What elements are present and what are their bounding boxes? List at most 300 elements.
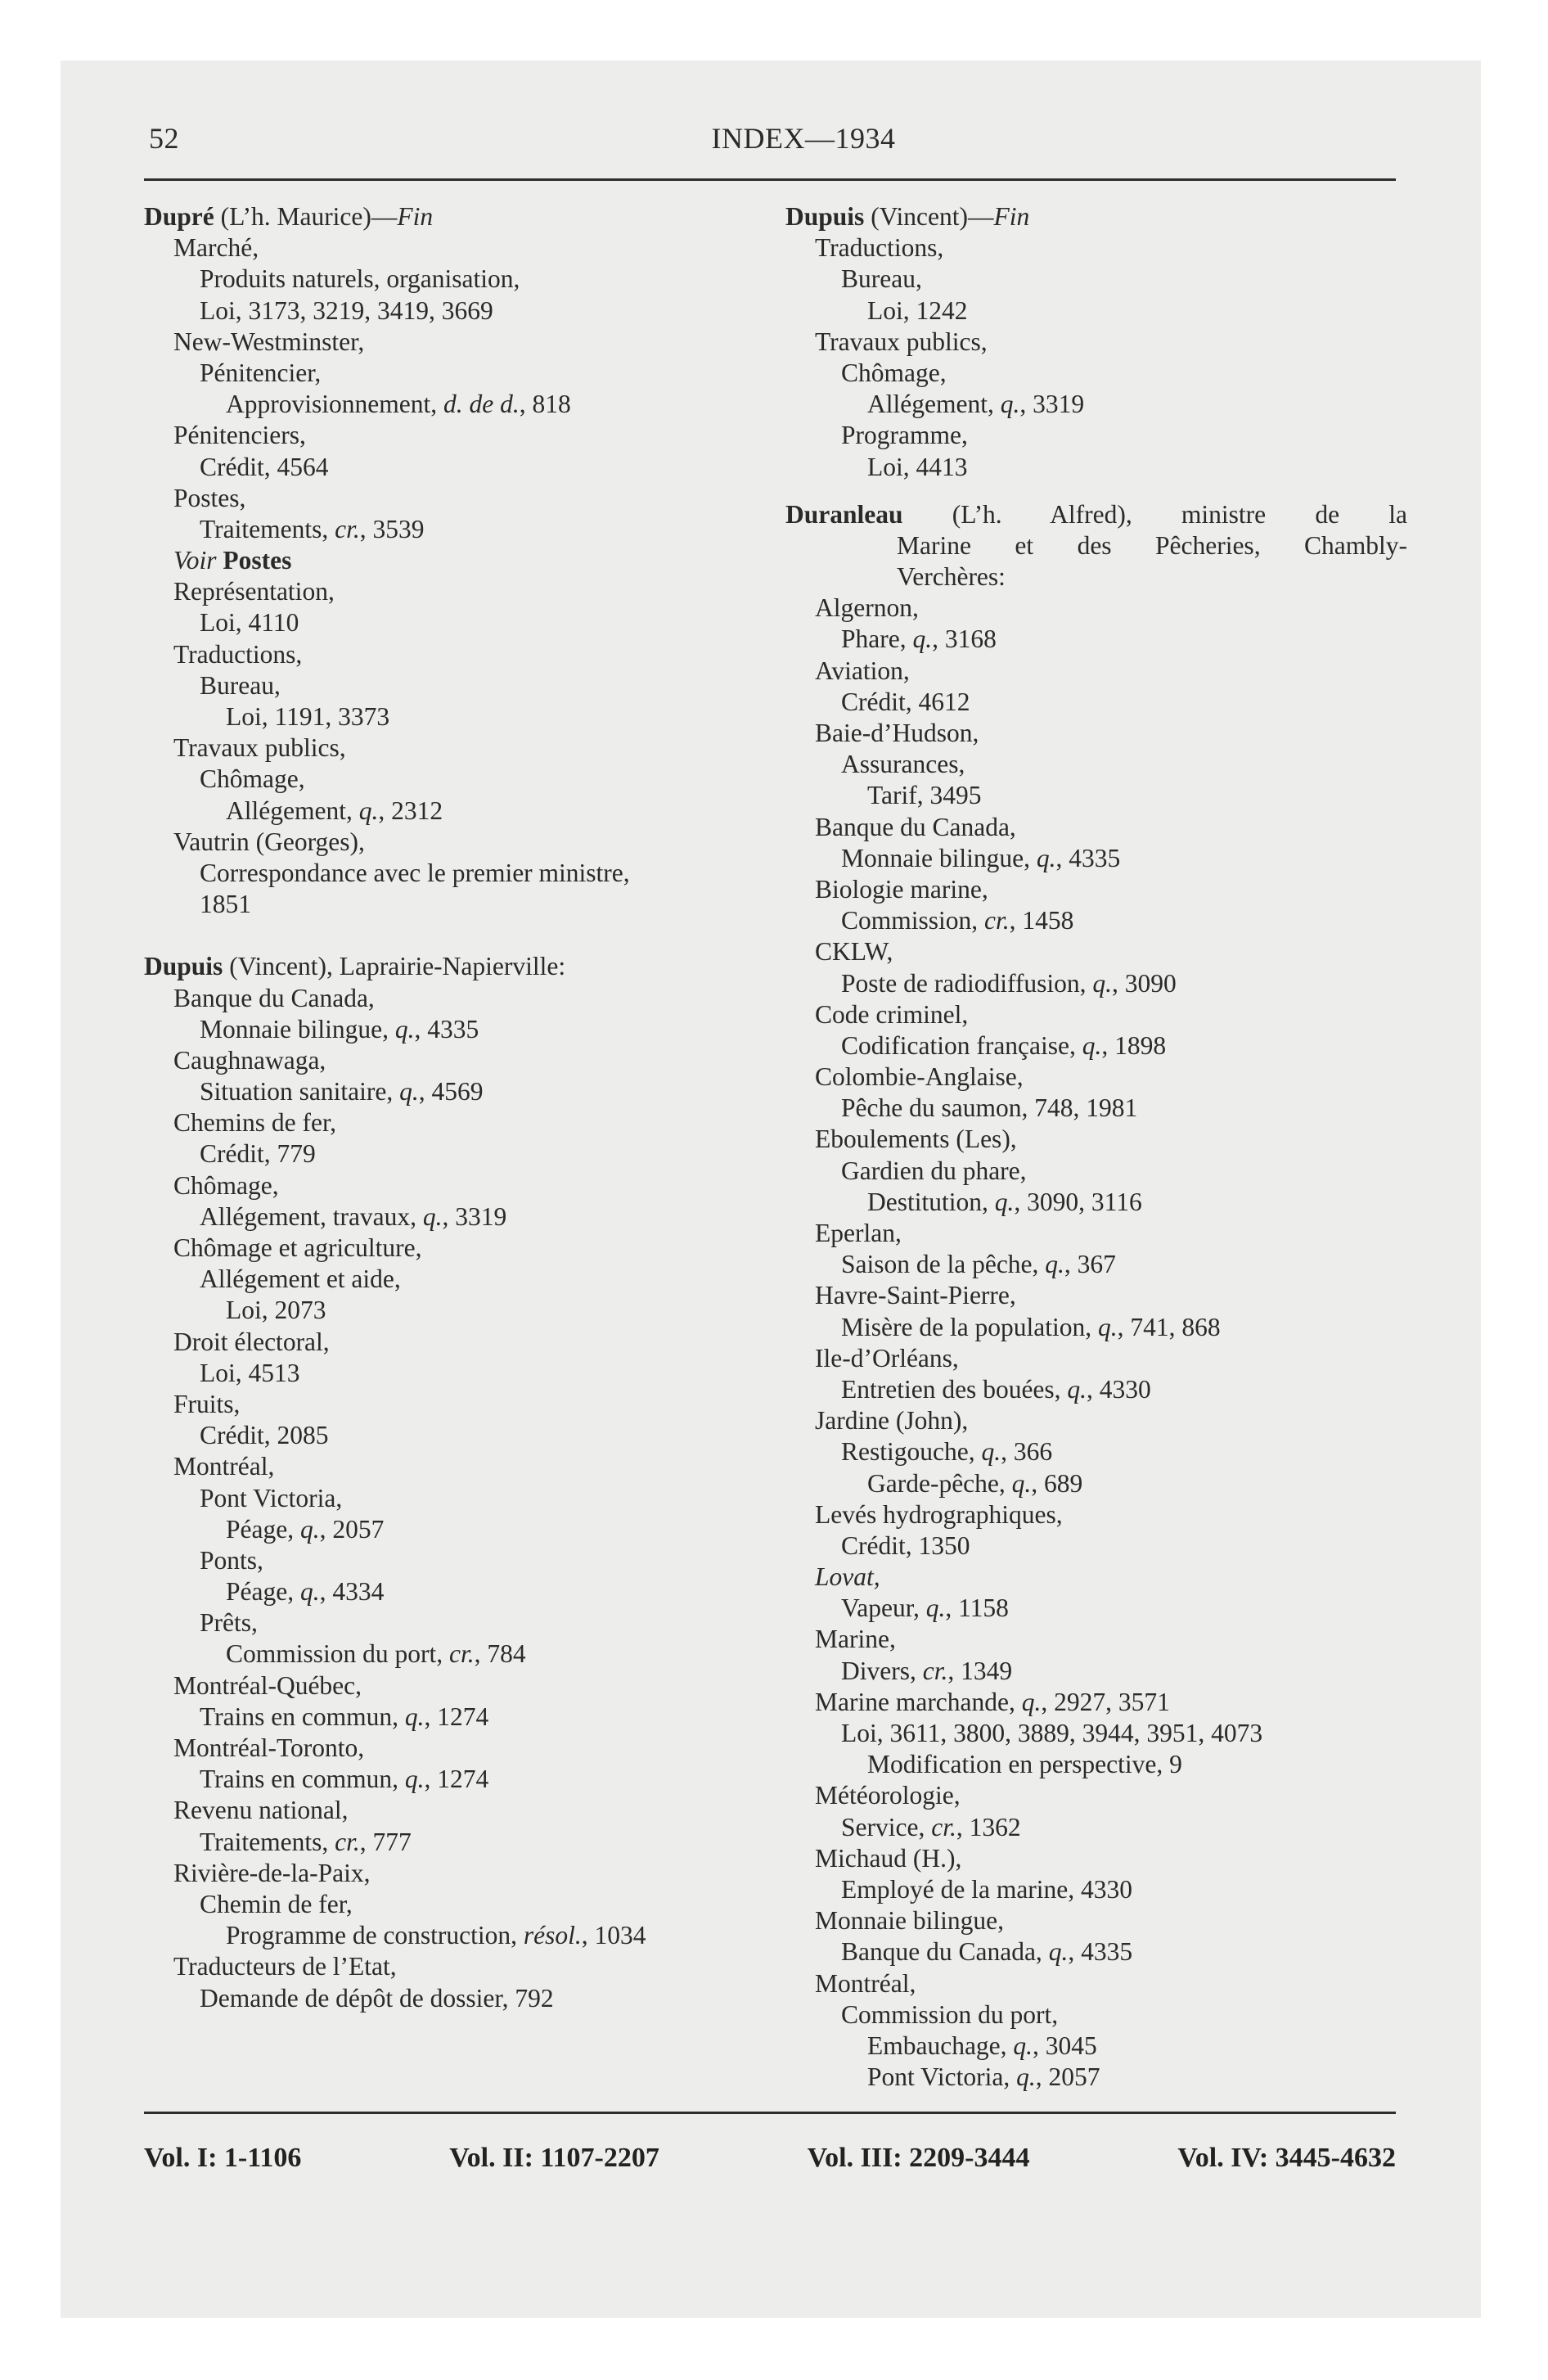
index-text: , 2927, 3571 <box>1041 1687 1170 1716</box>
index-line <box>785 1312 1407 1343</box>
italic-text: Fin <box>993 202 1030 231</box>
index-text: Traitements, <box>200 514 335 543</box>
index-text: Verchères: <box>897 562 1006 592</box>
index-line <box>144 1702 766 1733</box>
index-text: , 4569 <box>418 1077 484 1107</box>
index-text: Produits naturels, organisation, <box>200 264 520 294</box>
index-text: Commission du port, <box>226 1639 450 1669</box>
index-line <box>785 874 1407 905</box>
index-line <box>144 1607 766 1639</box>
index-line <box>785 687 1407 718</box>
index-text: Chemins de fer, <box>173 1108 337 1138</box>
index-entry-heading <box>785 499 1407 530</box>
index-line <box>144 1451 766 1482</box>
index-text: Code criminel, <box>815 999 969 1029</box>
volume-range-1: Vol. I: 1-1106 <box>144 2143 302 2173</box>
index-text: Destitution, <box>867 1187 995 1216</box>
index-text: Prêts, <box>200 1608 258 1638</box>
index-text: Embauchage, <box>867 2031 1014 2060</box>
index-text: , 1349 <box>947 1656 1013 1685</box>
index-line <box>144 1764 766 1795</box>
index-text: Loi, 1242 <box>867 295 968 325</box>
index-text: Loi, 2073 <box>226 1296 326 1325</box>
index-text: Jardine (John), <box>815 1406 969 1436</box>
index-line <box>785 2031 1407 2062</box>
index-line <box>144 1107 766 1138</box>
italic-text: q. <box>394 1014 415 1044</box>
index-text: Loi, 1191, 3373 <box>226 702 390 731</box>
index-line <box>144 827 766 858</box>
index-text: Poste de radiodiffusion, <box>841 968 1093 998</box>
index-line <box>144 232 766 264</box>
index-line <box>144 1358 766 1389</box>
index-text: Phare, <box>841 624 913 654</box>
index-text: Fruits, <box>173 1389 241 1418</box>
index-line <box>144 1827 766 1858</box>
index-line <box>785 1905 1407 1936</box>
index-line <box>144 327 766 358</box>
index-line <box>785 999 1407 1030</box>
index-text: CKLW, <box>815 937 893 967</box>
italic-text: q. <box>1082 1030 1102 1060</box>
index-line <box>144 1483 766 1514</box>
italic-text: résol. <box>523 1921 582 1950</box>
index-line <box>785 561 1407 593</box>
entry-name: Duranleau <box>785 499 903 529</box>
index-line <box>144 639 766 670</box>
volume-range-2: Vol. II: 1107-2207 <box>449 2143 659 2173</box>
index-line <box>144 1389 766 1420</box>
italic-text: q. <box>925 1593 946 1623</box>
index-line <box>785 624 1407 655</box>
index-line <box>785 1968 1407 1999</box>
index-line <box>785 1218 1407 1249</box>
index-text: Eboulements (Les), <box>815 1125 1017 1154</box>
index-line <box>785 812 1407 843</box>
index-text: Marine marchande, <box>815 1687 1022 1716</box>
index-text: Montréal-Québec, <box>173 1670 362 1700</box>
index-text: Loi, 4110 <box>200 608 299 638</box>
index-line <box>144 545 766 576</box>
index-text: Havre-Saint-Pierre, <box>815 1281 1016 1310</box>
index-text: Pont Victoria, <box>200 1483 343 1512</box>
volume-range-3: Vol. III: 2209-3444 <box>807 2143 1030 2173</box>
index-text: , 4334 <box>319 1577 385 1607</box>
index-text: Allégement, <box>867 390 1001 419</box>
index-text: Algernon, <box>815 593 919 623</box>
index-line <box>144 701 766 732</box>
index-line <box>144 452 766 483</box>
index-line <box>785 656 1407 687</box>
italic-text: q. <box>1016 2062 1036 2092</box>
italic-text: q. <box>1013 2031 1033 2060</box>
index-line <box>785 358 1407 389</box>
index-text: Correspondance avec le premier ministre, <box>200 858 630 887</box>
index-text: Chômage, <box>173 1170 279 1200</box>
italic-text: Voir <box>173 546 217 575</box>
entry-name: Dupré <box>144 202 214 231</box>
index-text: Crédit, 4564 <box>200 452 329 481</box>
index-line <box>144 858 766 889</box>
index-text: Garde-pêche, <box>867 1468 1012 1498</box>
italic-text: cr. <box>984 906 1010 935</box>
index-line <box>785 232 1407 264</box>
index-line <box>144 1045 766 1076</box>
index-text: Trains en commun, <box>200 1765 405 1794</box>
index-entry-heading <box>144 951 766 982</box>
index-text: Revenu national, <box>173 1796 349 1825</box>
index-text: Banque du Canada, <box>173 983 375 1012</box>
italic-text: cr. <box>335 514 360 543</box>
index-text: , 3168 <box>932 624 997 654</box>
index-text: Bureau, <box>841 264 922 294</box>
index-text: , 1158 <box>945 1593 1009 1623</box>
index-line <box>785 1530 1407 1562</box>
index-line <box>144 1514 766 1545</box>
index-text: Demande de dépôt de dossier, 792 <box>200 1983 554 2013</box>
index-text: , 689 <box>1031 1468 1083 1498</box>
index-line <box>785 295 1407 327</box>
index-text: Divers, <box>841 1656 923 1685</box>
index-line <box>785 780 1407 811</box>
index-text: Programme, <box>841 421 968 450</box>
index-line <box>785 718 1407 749</box>
index-line <box>785 749 1407 780</box>
entry-name: Dupuis <box>144 952 223 981</box>
index-text: Ile-d’Orléans, <box>815 1343 959 1373</box>
index-line <box>785 1374 1407 1405</box>
index-line <box>144 420 766 451</box>
index-line <box>785 1562 1407 1593</box>
index-text: , 1274 <box>424 1702 489 1731</box>
index-line <box>144 732 766 764</box>
index-text: Météorologie, <box>815 1781 961 1810</box>
page-title: INDEX—1934 <box>711 122 896 155</box>
index-line <box>144 1170 766 1201</box>
index-text: Commission, <box>841 906 985 935</box>
index-line <box>144 514 766 545</box>
italic-text: q. <box>1067 1374 1087 1404</box>
index-text: Loi, 4513 <box>200 1358 300 1387</box>
index-text: Chômage, <box>841 358 947 387</box>
index-text: , 784 <box>474 1639 526 1669</box>
index-line <box>144 1076 766 1107</box>
index-text: , 3090 <box>1112 968 1177 998</box>
header-rule <box>144 178 1396 181</box>
italic-text: q. <box>994 1187 1015 1216</box>
italic-text: q. <box>981 1437 1001 1467</box>
index-text: , 818 <box>519 390 571 419</box>
index-line <box>785 1280 1407 1311</box>
index-text: Crédit, 779 <box>200 1139 316 1169</box>
index-text: Montréal-Toronto, <box>173 1733 365 1762</box>
italic-text: q. <box>1000 390 1020 419</box>
entry-spacer <box>144 920 766 951</box>
index-text: Pénitenciers, <box>173 421 306 450</box>
italic-text: q. <box>1021 1687 1042 1716</box>
index-line <box>785 1405 1407 1436</box>
italic-text: Fin <box>397 202 434 231</box>
index-text: Représentation, <box>173 577 335 606</box>
index-text: , 3045 <box>1033 2031 1097 2060</box>
index-text: Approvisionnement, <box>226 390 443 419</box>
entry-spacer <box>785 483 1407 499</box>
italic-text: q. <box>299 1577 320 1607</box>
index-text: Loi, 4413 <box>867 452 968 481</box>
index-line <box>144 1889 766 1920</box>
index-text: New-Westminster, <box>173 327 365 356</box>
entry-name: Dupuis <box>785 202 865 231</box>
index-text: Montréal, <box>815 1968 916 1998</box>
italic-text: q. <box>1045 1250 1064 1279</box>
index-text: Chemin de fer, <box>200 1889 353 1918</box>
index-line <box>144 1951 766 1982</box>
italic-text: d. de d. <box>443 390 520 419</box>
index-line <box>144 1327 766 1358</box>
index-text: Droit électoral, <box>173 1327 330 1356</box>
index-text: Baie-d’Hudson, <box>815 719 979 747</box>
index-text: Saison de la pêche, <box>841 1250 1046 1279</box>
index-line <box>785 1999 1407 2031</box>
italic-text: cr. <box>449 1639 475 1669</box>
index-line <box>785 327 1407 358</box>
index-line <box>785 1468 1407 1499</box>
index-line <box>144 1233 766 1264</box>
index-text: , 366 <box>1001 1437 1053 1467</box>
index-text: Colombie-Anglaise, <box>815 1062 1024 1092</box>
index-text: , 1362 <box>956 1812 1021 1841</box>
index-text: Allégement, <box>226 796 359 825</box>
entry-name: Postes <box>223 546 292 575</box>
index-line <box>785 1843 1407 1874</box>
index-text: Marché, <box>173 233 259 263</box>
index-text: , 367 <box>1064 1250 1116 1279</box>
index-text: Caughnawaga, <box>173 1045 326 1075</box>
index-line <box>785 1436 1407 1467</box>
index-text: Chômage, <box>200 764 305 794</box>
italic-text: q. <box>299 1514 320 1544</box>
index-text: , 1034 <box>581 1921 646 1950</box>
italic-text: cr. <box>931 1812 956 1841</box>
index-line <box>785 1343 1407 1374</box>
index-text: , 4335 <box>1055 843 1121 872</box>
index-line <box>144 1014 766 1045</box>
index-text: Aviation, <box>815 656 910 685</box>
index-text: Traductions, <box>173 639 303 669</box>
index-text: , 2057 <box>319 1514 385 1544</box>
volume-range-4: Vol. IV: 3445-4632 <box>1177 2143 1396 2173</box>
index-line <box>144 1295 766 1326</box>
index-line <box>144 1201 766 1233</box>
index-line <box>144 483 766 514</box>
italic-text: q. <box>1092 968 1113 998</box>
italic-text: cr. <box>922 1656 948 1685</box>
italic-text: Lovat, <box>815 1562 880 1592</box>
index-line <box>785 452 1407 483</box>
index-line <box>785 1030 1407 1062</box>
index-line <box>144 1639 766 1670</box>
index-line <box>785 843 1407 874</box>
index-text: Travaux publics, <box>815 327 988 356</box>
page-number: 52 <box>149 122 179 155</box>
index-text: Crédit, 4612 <box>841 687 970 716</box>
index-line <box>785 1936 1407 1968</box>
index-line <box>144 358 766 389</box>
italic-text: q. <box>1048 1937 1069 1967</box>
footer-rule <box>144 2112 1396 2114</box>
italic-text: q. <box>422 1201 443 1231</box>
index-line <box>144 764 766 795</box>
index-text: Marine, <box>815 1625 896 1654</box>
index-text: Crédit, 2085 <box>200 1421 329 1450</box>
index-text: , 741, 868 <box>1117 1312 1221 1341</box>
index-line <box>144 1858 766 1889</box>
volume-footer <box>144 2143 1396 2174</box>
index-line <box>144 576 766 607</box>
index-line <box>785 1124 1407 1155</box>
left-column <box>144 201 766 2014</box>
index-text: , 4330 <box>1087 1374 1151 1404</box>
index-text: Service, <box>841 1812 932 1841</box>
index-line <box>785 905 1407 936</box>
index-text: Biologie marine, <box>815 874 988 904</box>
index-text: Postes, <box>173 483 246 512</box>
index-text: , 1458 <box>1009 906 1074 935</box>
index-line <box>785 936 1407 967</box>
index-text: , 2057 <box>1035 2062 1100 2092</box>
index-entry-heading <box>144 201 766 232</box>
index-line <box>144 1420 766 1451</box>
index-text: Levés hydrographiques, <box>815 1499 1063 1529</box>
italic-text: q. <box>399 1077 419 1107</box>
index-text: , 3319 <box>442 1201 507 1231</box>
index-line <box>144 889 766 920</box>
index-line <box>144 389 766 420</box>
index-text: Travaux publics, <box>173 733 346 763</box>
index-text: Péage, <box>226 1514 300 1544</box>
index-text: Crédit, 1350 <box>841 1530 970 1560</box>
index-text: Loi, 3611, 3800, 3889, 3944, 3951, 4073 <box>841 1719 1263 1747</box>
index-line <box>144 264 766 295</box>
index-line <box>785 530 1407 561</box>
index-text: Pêche du saumon, 748, 1981 <box>841 1093 1138 1123</box>
index-line <box>785 1874 1407 1905</box>
index-text: , 2312 <box>378 796 443 825</box>
index-text: Assurances, <box>841 750 965 779</box>
index-line <box>785 1062 1407 1093</box>
index-text: , 3090, 3116 <box>1014 1187 1142 1216</box>
index-line <box>144 670 766 701</box>
italic-text: cr. <box>335 1827 360 1856</box>
index-line <box>785 1624 1407 1655</box>
index-line <box>785 1187 1407 1218</box>
index-text: Marine et des Pêcheries, Chambly- <box>897 530 1407 560</box>
index-line <box>785 389 1407 420</box>
index-line <box>785 1249 1407 1280</box>
italic-text: q. <box>404 1702 425 1731</box>
index-line <box>144 983 766 1014</box>
index-text: Employé de la marine, 4330 <box>841 1874 1133 1904</box>
italic-text: q. <box>1011 1468 1032 1498</box>
index-line <box>785 420 1407 451</box>
index-line <box>144 1983 766 2014</box>
index-text: Michaud (H.), <box>815 1843 962 1873</box>
index-text: Tarif, 3495 <box>867 781 982 810</box>
index-line <box>785 593 1407 624</box>
index-line <box>144 1670 766 1702</box>
index-line <box>785 968 1407 999</box>
index-text: Traitements, <box>200 1827 335 1856</box>
index-text: , 3539 <box>359 514 425 543</box>
index-line <box>785 1093 1407 1124</box>
index-text: , 1898 <box>1101 1030 1167 1060</box>
index-text: Allégement, travaux, <box>200 1201 423 1231</box>
index-text: , 3319 <box>1019 390 1085 419</box>
index-text: Montréal, <box>173 1452 275 1481</box>
index-line <box>144 1795 766 1826</box>
index-text: (Vincent), Laprairie-Napierville: <box>223 952 566 981</box>
index-text: Eperlan, <box>815 1219 902 1247</box>
index-text: , 1274 <box>424 1765 489 1794</box>
index-text: (Vincent)— <box>864 202 994 231</box>
index-text: Banque du Canada, <box>815 812 1016 841</box>
index-line <box>144 1733 766 1764</box>
index-text: , 4335 <box>1068 1937 1133 1967</box>
index-text: Restigouche, <box>841 1437 982 1467</box>
index-text: Modification en perspective, 9 <box>867 1750 1182 1779</box>
italic-text: q. <box>1036 843 1056 872</box>
index-line <box>144 1920 766 1951</box>
index-text: Traducteurs de l’Etat, <box>173 1952 397 1981</box>
index-text: Pont Victoria, <box>867 2062 1017 2092</box>
index-line <box>144 1264 766 1295</box>
index-text: , 777 <box>359 1827 412 1856</box>
index-line <box>144 607 766 638</box>
index-line <box>785 1156 1407 1187</box>
index-text: Commission du port, <box>841 1999 1059 2029</box>
index-line <box>785 1687 1407 1718</box>
index-text: Bureau, <box>200 670 281 700</box>
index-line <box>785 1812 1407 1843</box>
index-text: (L’h. Maurice)— <box>214 202 398 231</box>
index-text: Vautrin (Georges), <box>173 827 365 856</box>
index-text: Péage, <box>226 1577 300 1607</box>
index-text: Banque du Canada, <box>841 1937 1049 1967</box>
index-line <box>144 1576 766 1607</box>
italic-text: q. <box>358 796 379 825</box>
right-column <box>785 201 1407 2093</box>
index-line <box>144 796 766 827</box>
index-text: Codification française, <box>841 1030 1082 1060</box>
index-line <box>785 1593 1407 1624</box>
index-line <box>785 1656 1407 1687</box>
index-text: Monnaie bilingue, <box>841 843 1037 872</box>
index-line <box>785 1499 1407 1530</box>
index-text: , 4335 <box>414 1014 479 1044</box>
index-text: Gardien du phare, <box>841 1156 1027 1185</box>
index-line <box>785 264 1407 295</box>
index-entry-heading <box>785 201 1407 232</box>
index-line <box>144 1138 766 1170</box>
index-text: Allégement et aide, <box>200 1264 401 1294</box>
index-line <box>144 295 766 327</box>
index-text: Chômage et agriculture, <box>173 1233 422 1262</box>
running-head <box>149 121 1393 162</box>
index-line <box>785 1718 1407 1749</box>
index-text: Trains en commun, <box>200 1702 405 1731</box>
italic-text: q. <box>404 1765 425 1794</box>
index-text: Monnaie bilingue, <box>200 1014 395 1044</box>
